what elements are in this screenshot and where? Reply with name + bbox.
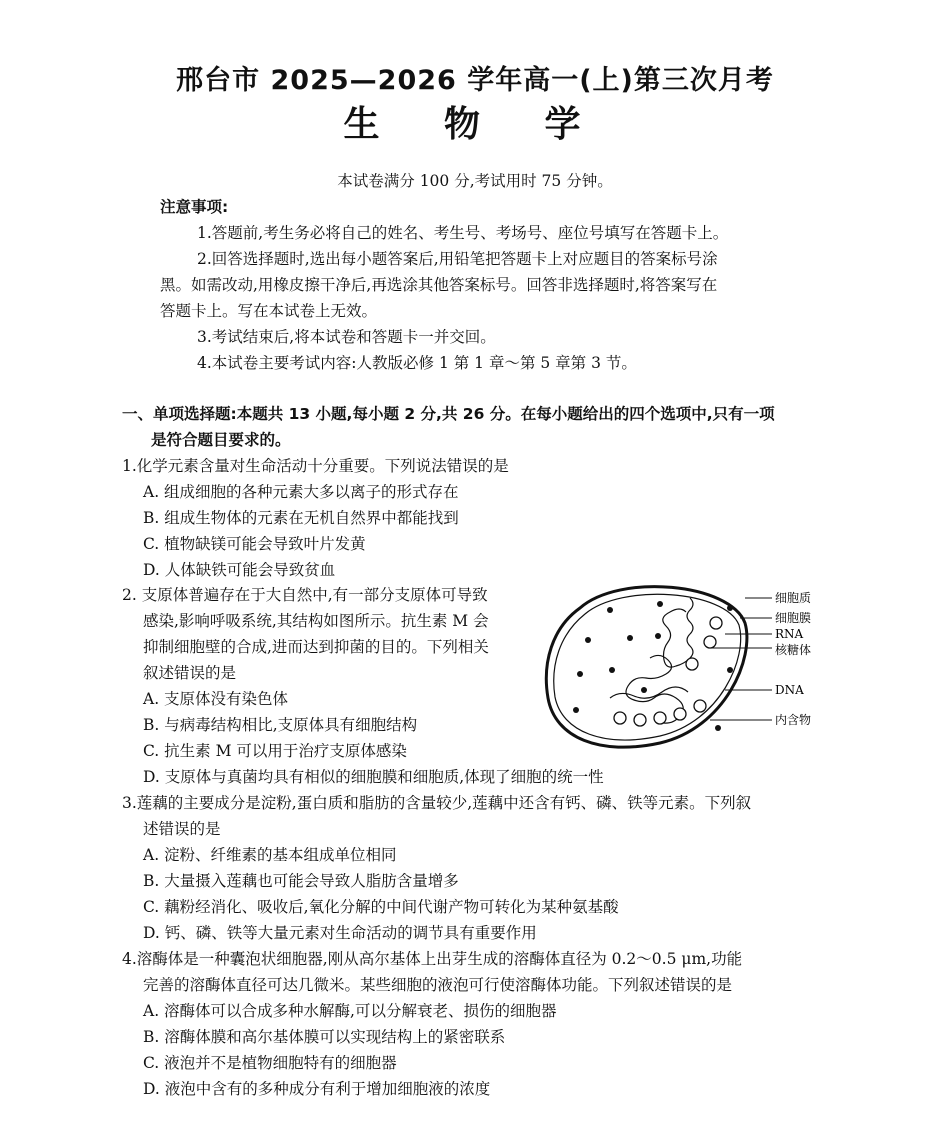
notice-line: 黑。如需改动,用橡皮擦干净后,再选涂其他答案标号。回答非选择题时,将答案写在 xyxy=(160,276,718,294)
subject-title: 生 物 学 xyxy=(343,104,607,145)
notice-line: 3.考试结束后,将本试卷和答题卡一并交回。 xyxy=(197,328,496,346)
section-heading-cont: 是符合题目要求的。 xyxy=(151,431,291,449)
q3-stem: 述错误的是 xyxy=(143,820,221,838)
exam-title: 邢台市 2025—2026 学年高一(上)第三次月考 xyxy=(176,65,774,96)
q3-stem: 3.莲藕的主要成分是淀粉,蛋白质和脂肪的含量较少,莲藕中还含有钙、磷、铁等元素。下列叙 xyxy=(122,794,752,812)
q4-option-d: D. 液泡中含有的多种成分有利于增加细胞液的浓度 xyxy=(143,1080,491,1098)
q1-option-d: D. 人体缺铁可能会导致贫血 xyxy=(143,561,336,579)
label-ribosome: 核糖体 xyxy=(775,643,812,657)
exam-info: 本试卷满分 100 分,考试用时 75 分钟。 xyxy=(337,172,613,190)
q2-stem: 叙述错误的是 xyxy=(143,664,237,682)
q2-option-a: A. 支原体没有染色体 xyxy=(143,690,289,708)
q3-option-b: B. 大量摄入莲藕也可能会导致人脂肪含量增多 xyxy=(143,872,459,890)
notice-line: 1.答题前,考生务必将自己的姓名、考生号、考场号、座位号填写在答题卡上。 xyxy=(197,224,729,242)
inclusions xyxy=(573,601,733,731)
label-cytoplasm: 细胞质 xyxy=(775,591,812,605)
cell-membrane-outline xyxy=(546,587,747,748)
mycoplasma-diagram xyxy=(540,578,840,758)
q1-option-a: A. 组成细胞的各种元素大多以离子的形式存在 xyxy=(143,483,459,501)
notice-line: 4.本试卷主要考试内容:人教版必修 1 第 1 章～第 5 章第 3 节。 xyxy=(197,354,637,372)
dna-strand xyxy=(610,598,693,723)
q3-option-d: D. 钙、磷、铁等大量元素对生命活动的调节具有重要作用 xyxy=(143,924,537,942)
q1-option-c: C. 植物缺镁可能会导致叶片发黄 xyxy=(143,535,366,553)
q2-option-b: B. 与病毒结构相比,支原体具有细胞结构 xyxy=(143,716,418,734)
q4-option-c: C. 液泡并不是植物细胞特有的细胞器 xyxy=(143,1054,397,1072)
q2-stem: 2. 支原体普遍存在于大自然中,有一部分支原体可导致 xyxy=(122,586,488,604)
q1-stem: 1.化学元素含量对生命活动十分重要。下列说法错误的是 xyxy=(122,457,509,475)
q1-option-b: B. 组成生物体的元素在无机自然界中都能找到 xyxy=(143,509,459,527)
q2-stem: 感染,影响呼吸系统,其结构如图所示。抗生素 M 会 xyxy=(143,612,489,630)
label-inclusion: 内含物 xyxy=(775,713,812,727)
ribosomes xyxy=(614,617,722,726)
q2-stem: 抑制细胞壁的合成,进而达到抑菌的目的。下列相关 xyxy=(143,638,489,656)
label-dna: DNA xyxy=(775,683,804,697)
notice-line: 2.回答选择题时,选出每小题答案后,用铅笔把答题卡上对应题目的答案标号涂 xyxy=(197,250,718,268)
section-heading: 一、单项选择题:本题共 13 小题,每小题 2 分,共 26 分。在每小题给出的四个选项中,只有一项 xyxy=(122,405,775,423)
q3-option-c: C. 藕粉经消化、吸收后,氧化分解的中间代谢产物可转化为某种氨基酸 xyxy=(143,898,619,916)
q4-stem: 4.溶酶体是一种囊泡状细胞器,刚从高尔基体上出芽生成的溶酶体直径为 0.2～0.5 μm,功能 xyxy=(122,950,743,968)
q2-option-c: C. 抗生素 M 可以用于治疗支原体感染 xyxy=(143,742,407,760)
notice-line: 答题卡上。写在本试卷上无效。 xyxy=(160,302,378,320)
notice-heading: 注意事项: xyxy=(160,198,229,216)
label-cell-membrane: 细胞膜 xyxy=(775,611,812,625)
q4-stem: 完善的溶酶体直径可达几微米。某些细胞的液泡可行使溶酶体功能。下列叙述错误的是 xyxy=(143,976,733,994)
q4-option-b: B. 溶酶体膜和高尔基体膜可以实现结构上的紧密联系 xyxy=(143,1028,506,1046)
q2-option-d: D. 支原体与真菌均具有相似的细胞膜和细胞质,体现了细胞的统一性 xyxy=(143,768,604,786)
q3-option-a: A. 淀粉、纤维素的基本组成单位相同 xyxy=(143,846,397,864)
label-rna: RNA xyxy=(775,627,804,641)
q4-option-a: A. 溶酶体可以合成多种水解酶,可以分解衰老、损伤的细胞器 xyxy=(143,1002,557,1020)
